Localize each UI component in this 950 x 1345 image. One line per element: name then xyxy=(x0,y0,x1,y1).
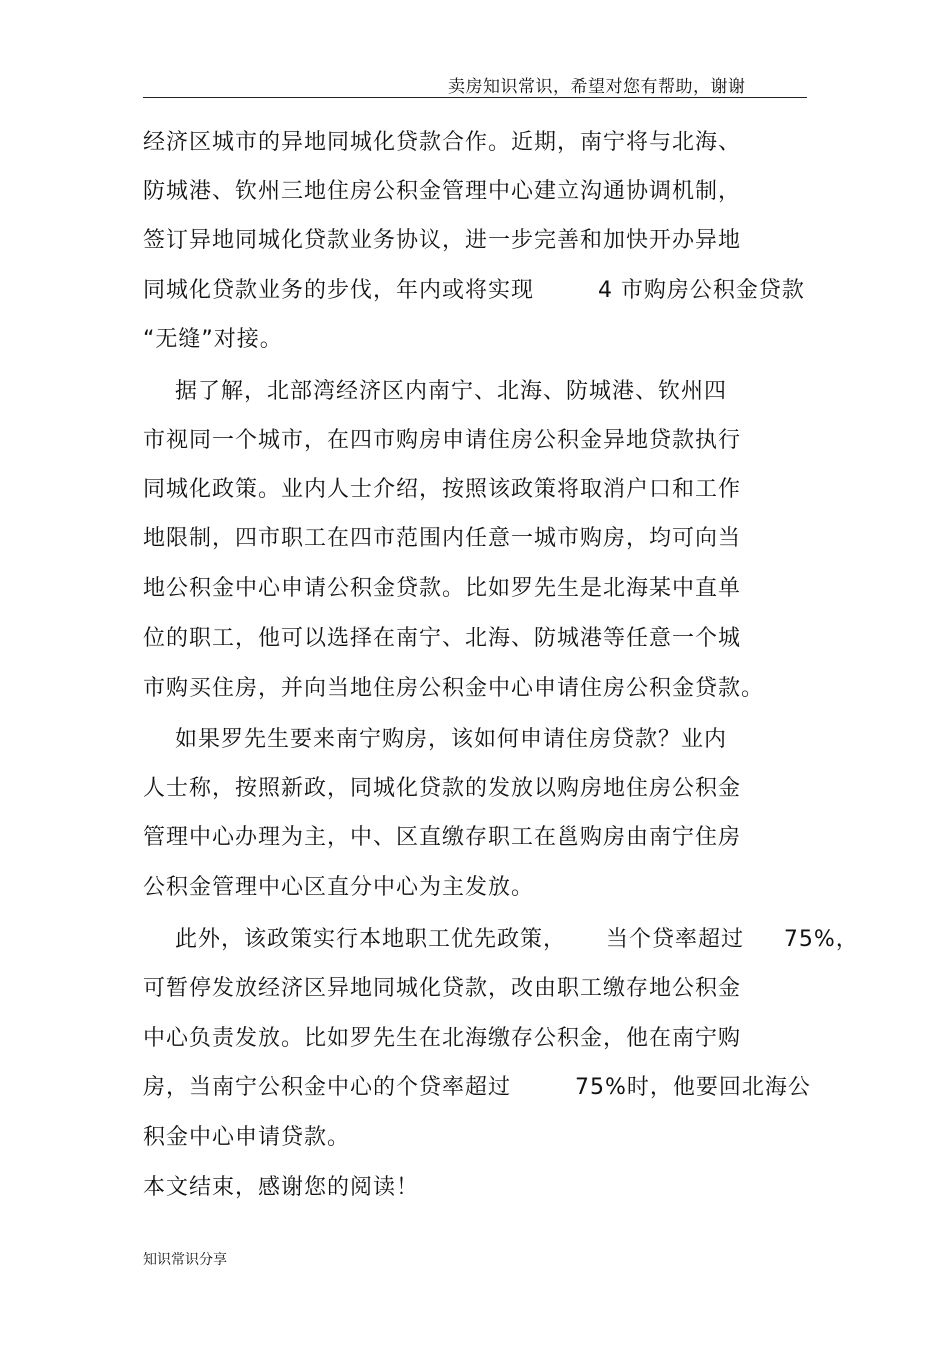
body-line: 公积金管理中心区直分中心为主发放。 xyxy=(143,875,535,900)
body-line: 管理中心办理为主，中、区直缴存职工在邕购房由南宁住房 xyxy=(143,825,742,850)
body-line: 地限制，四市职工在四市范围内任意一城市购房，均可向当 xyxy=(143,526,742,551)
body-line: 此外，该政策实行本地职工优先政策， 当个贷率超过 75%， xyxy=(143,927,859,952)
body-line: 据了解，北部湾经济区内南宁、北海、防城港、钦州四 xyxy=(143,379,727,404)
body-line: 中心负责发放。比如罗先生在北海缴存公积金，他在南宁购 xyxy=(143,1026,742,1051)
body-line: 经济区城市的异地同城化贷款合作。近期，南宁将与北海、 xyxy=(143,130,742,155)
body-line: 市视同一个城市，在四市购房申请住房公积金异地贷款执行 xyxy=(143,428,742,453)
body-line: 签订异地同城化贷款业务协议，进一步完善和加快开办异地 xyxy=(143,228,742,253)
body-line: 同城化政策。业内人士介绍，按照该政策将取消户口和工作 xyxy=(143,477,742,502)
body-line: “无缝”对接。 xyxy=(143,327,283,352)
body-line: 积金中心申请贷款。 xyxy=(143,1125,351,1150)
header-divider xyxy=(143,97,807,98)
body-line: 市购买住房，并向当地住房公积金中心申请住房公积金贷款。 xyxy=(143,676,765,701)
body-line: 人士称，按照新政，同城化贷款的发放以购房地住房公积金 xyxy=(143,776,742,801)
body-line: 如果罗先生要来南宁购房，该如何申请住房贷款？业内 xyxy=(143,727,727,752)
closing-line: 本文结束，感谢您的阅读！ xyxy=(143,1175,420,1200)
body-line: 地公积金中心申请公积金贷款。比如罗先生是北海某中直单 xyxy=(143,576,742,601)
body-line: 同城化贷款业务的步伐，年内或将实现 4 市购房公积金贷款 xyxy=(143,278,805,303)
footer-note: 知识常识分享 xyxy=(143,1252,227,1268)
body-line: 位的职工，他可以选择在南宁、北海、防城港等任意一个城 xyxy=(143,626,742,651)
body-line: 房，当南宁公积金中心的个贷率超过 75%时，他要回北海公 xyxy=(143,1075,811,1100)
body-line: 防城港、钦州三地住房公积金管理中心建立沟通协调机制， xyxy=(143,179,742,204)
page-header-title: 卖房知识常识，希望对您有帮助，谢谢 xyxy=(448,77,746,97)
body-line: 可暂停发放经济区异地同城化贷款，改由职工缴存地公积金 xyxy=(143,976,742,1001)
